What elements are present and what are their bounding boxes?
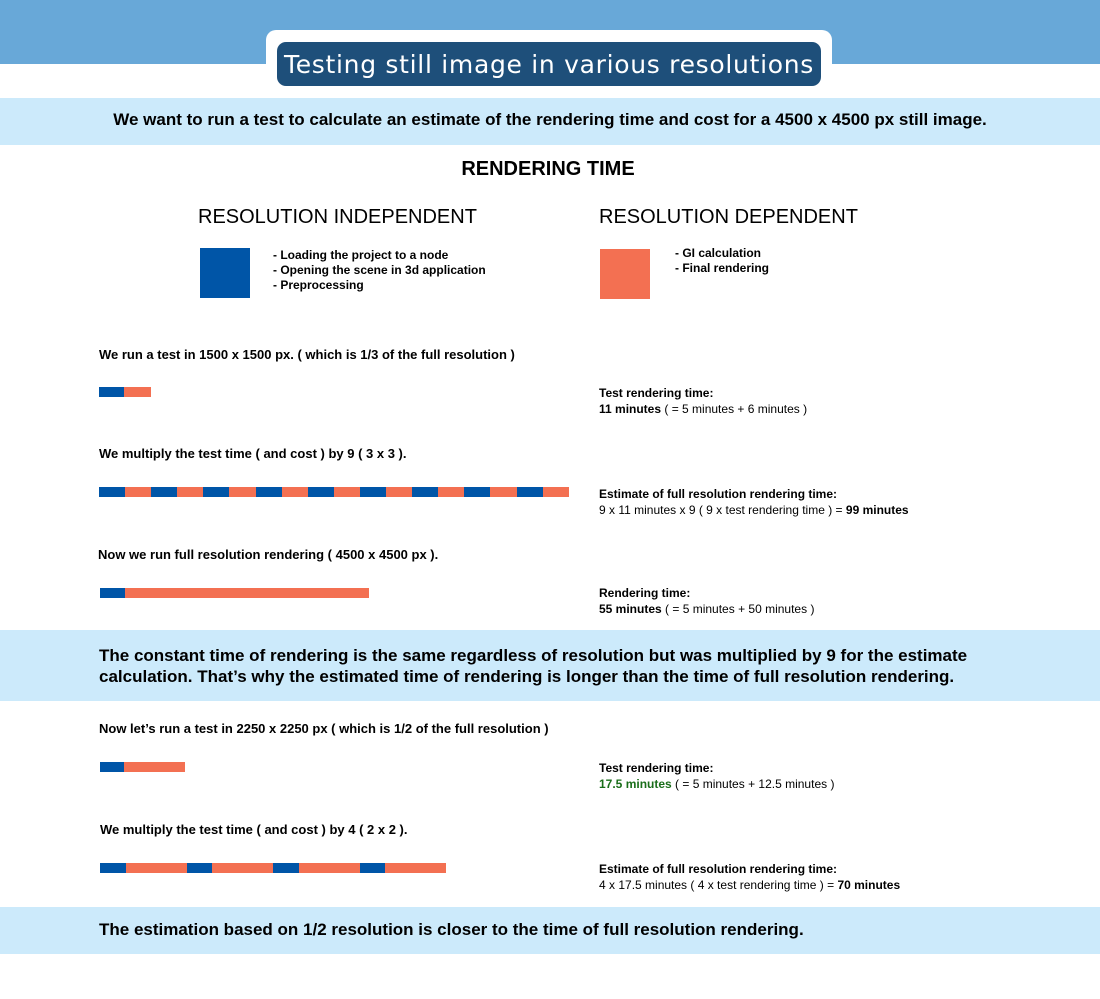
bar-constant-segment xyxy=(360,863,386,873)
bar-variable-segment xyxy=(126,863,187,873)
result-detail: ( = 5 minutes + 50 minutes ) xyxy=(661,602,815,616)
independent-list xyxy=(273,248,486,293)
section-heading: RENDERING TIME xyxy=(461,158,635,180)
bar-variable-segment xyxy=(299,863,360,873)
bar-variable-segment xyxy=(282,487,308,497)
full-step: Now we run full resolution rendering ( 4500 x 4500 px ). xyxy=(98,547,439,562)
result-value: 55 minutes xyxy=(599,602,662,616)
result-label: Test rendering time: xyxy=(599,386,714,400)
independent-swatch xyxy=(200,248,250,298)
result-value: 17.5 minutes xyxy=(599,777,672,791)
bar-variable-segment xyxy=(125,487,151,497)
dependent-title: RESOLUTION DEPENDENT xyxy=(599,206,858,228)
result-detail: ( = 5 minutes + 12.5 minutes ) xyxy=(671,777,835,791)
test1-step: We run a test in 1500 x 1500 px. ( which is 1/3 of the full resolution ) xyxy=(99,347,515,362)
independent-title: RESOLUTION INDEPENDENT xyxy=(198,206,477,228)
bar-variable-segment xyxy=(212,863,273,873)
independent-item: - Loading the project to a node xyxy=(273,248,449,262)
bar-constant-segment xyxy=(99,487,125,497)
bar-constant-segment xyxy=(464,487,490,497)
result-formula: 4 x 17.5 minutes ( 4 x test rendering time ) = xyxy=(599,878,838,892)
bar-constant-segment xyxy=(99,387,124,397)
bar-variable-segment xyxy=(386,487,412,497)
bar-constant-segment xyxy=(273,863,299,873)
test1-result xyxy=(599,385,807,417)
result-label: Test rendering time: xyxy=(599,761,714,775)
bar-constant-segment xyxy=(308,487,334,497)
bar-constant-segment xyxy=(100,863,126,873)
bar-constant-segment xyxy=(100,588,125,598)
bar-variable-segment xyxy=(438,487,464,497)
bar-variable-segment xyxy=(385,863,446,873)
estimate2-bar xyxy=(100,863,446,873)
estimate1-bar xyxy=(99,487,569,497)
bar-constant-segment xyxy=(187,863,213,873)
bar-variable-segment xyxy=(124,387,151,397)
bar-constant-segment xyxy=(412,487,438,497)
bar-variable-segment xyxy=(229,487,255,497)
bar-constant-segment xyxy=(517,487,543,497)
test2-step: Now let’s run a test in 2250 x 2250 px ( which is 1/2 of the full resolution ) xyxy=(99,721,549,736)
result-value: 11 minutes xyxy=(599,402,662,416)
result-label: Rendering time: xyxy=(599,586,691,600)
result-value: 99 minutes xyxy=(845,503,909,517)
bar-constant-segment xyxy=(256,487,282,497)
independent-item: - Preprocessing xyxy=(273,278,364,292)
dependent-item: - Final rendering xyxy=(675,261,770,275)
bar-constant-segment xyxy=(360,487,386,497)
bar-variable-segment xyxy=(543,487,569,497)
estimate2-step: We multiply the test time ( and cost ) by 4 ( 2 x 2 ). xyxy=(100,822,408,837)
test2-result xyxy=(599,760,834,792)
estimate1-step: We multiply the test time ( and cost ) by 9 ( 3 x 3 ). xyxy=(99,446,407,461)
bar-variable-segment xyxy=(125,588,369,598)
estimate2-result xyxy=(599,861,900,893)
bar-constant-segment xyxy=(203,487,229,497)
bar-variable-segment xyxy=(334,487,360,497)
bar-constant-segment xyxy=(151,487,177,497)
dependent-swatch xyxy=(600,249,650,299)
result-label: Estimate of full resolution rendering time: xyxy=(599,862,838,876)
dependent-item: - GI calculation xyxy=(675,246,762,260)
full-result xyxy=(599,585,814,617)
note2-text: The estimation based on 1/2 resolution is closer to the time of full resolution rendering. xyxy=(99,920,804,939)
intro-text: We want to run a test to calculate an estimate of the rendering time and cost for a 4500 x 4500 px still image. xyxy=(113,110,987,129)
estimate1-result xyxy=(599,486,909,518)
result-formula: 9 x 11 minutes x 9 ( 9 x test rendering time ) = xyxy=(599,503,846,517)
independent-item: - Opening the scene in 3d application xyxy=(273,263,486,277)
bar-variable-segment xyxy=(490,487,516,497)
page-title: Testing still image in various resolutions xyxy=(277,42,821,86)
bar-variable-segment xyxy=(177,487,203,497)
note1-text: The constant time of rendering is the same regardless of resolution but was multiplied by 9 for the estimate calculation. That’s why the estimated time of rendering is longer than the time of full resolution rendering. xyxy=(99,646,968,686)
bar-constant-segment xyxy=(100,762,124,772)
result-value: 70 minutes xyxy=(837,878,901,892)
bar-variable-segment xyxy=(124,762,185,772)
result-label: Estimate of full resolution rendering time: xyxy=(599,487,838,501)
result-detail: ( = 5 minutes + 6 minutes ) xyxy=(661,402,808,416)
dependent-list xyxy=(675,246,769,276)
